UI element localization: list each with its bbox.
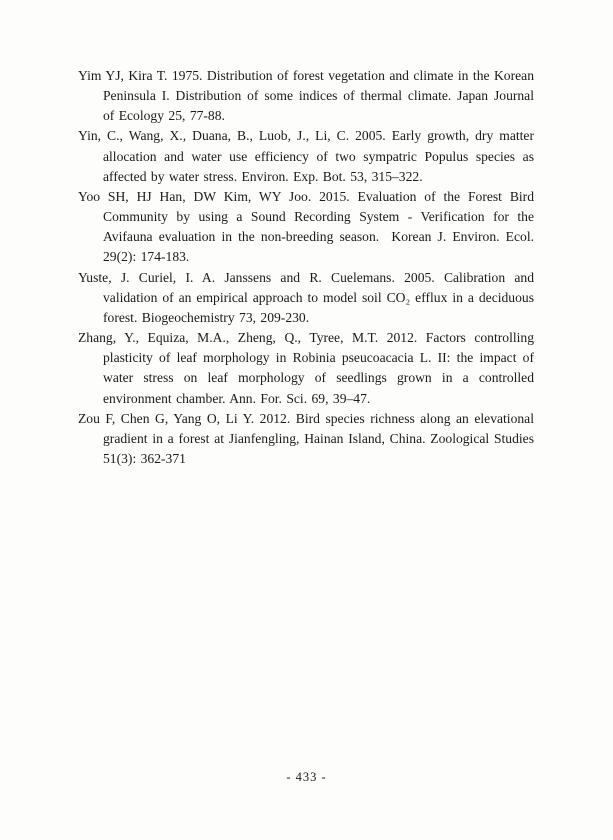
references-list xyxy=(78,66,539,469)
page-number: - 433 - xyxy=(286,770,327,784)
reference-entry: Zhang, Y., Equiza, M.A., Zheng, Q., Tyree, M.T. 2012. Factors controlling plasticity of leaf morphology in Robinia pseucoacacia L. II: the impact of water stress on leaf morphology of seedlings grown in a controlled environment chamber. Ann. For. Sci. 69, 39–47. xyxy=(78,330,539,406)
reference-entry: Yuste, J. Curiel, I. A. Janssens and R. Cuelemans. 2005. Calibration and validation of an empirical approach to model soil CO₂ efflux in a deciduous forest. Biogeochemistry 73, 209-230. xyxy=(78,269,539,325)
reference-entry: Yin, C., Wang, X., Duana, B., Luob, J., Li, C. 2005. Early growth, dry matter allocation and water use efficiency of two sympatric Populus species as affected by water stress. Environ. Exp. Bot. 53, 315–322. xyxy=(78,128,539,184)
reference-entry: Zou F, Chen G, Yang O, Li Y. 2012. Bird species richness along an elevational gradient in a forest at Jianfengling, Hainan Island, China. Zoological Studies 51(3): 362-371 xyxy=(78,410,539,466)
reference-entry: Yoo SH, HJ Han, DW Kim, WY Joo. 2015. Evaluation of the Forest Bird Community by using a Sound Recording System - Verification for the Avifauna evaluation in the non-breeding season. Korean J. Environ. Ecol. 29(2): 174-183. xyxy=(78,188,539,265)
reference-entry: Yim YJ, Kira T. 1975. Distribution of forest vegetation and climate in the Korean Peninsula I. Distribution of some indices of thermal climate. Japan Journal of Ecology 25, 77-88. xyxy=(78,68,539,124)
